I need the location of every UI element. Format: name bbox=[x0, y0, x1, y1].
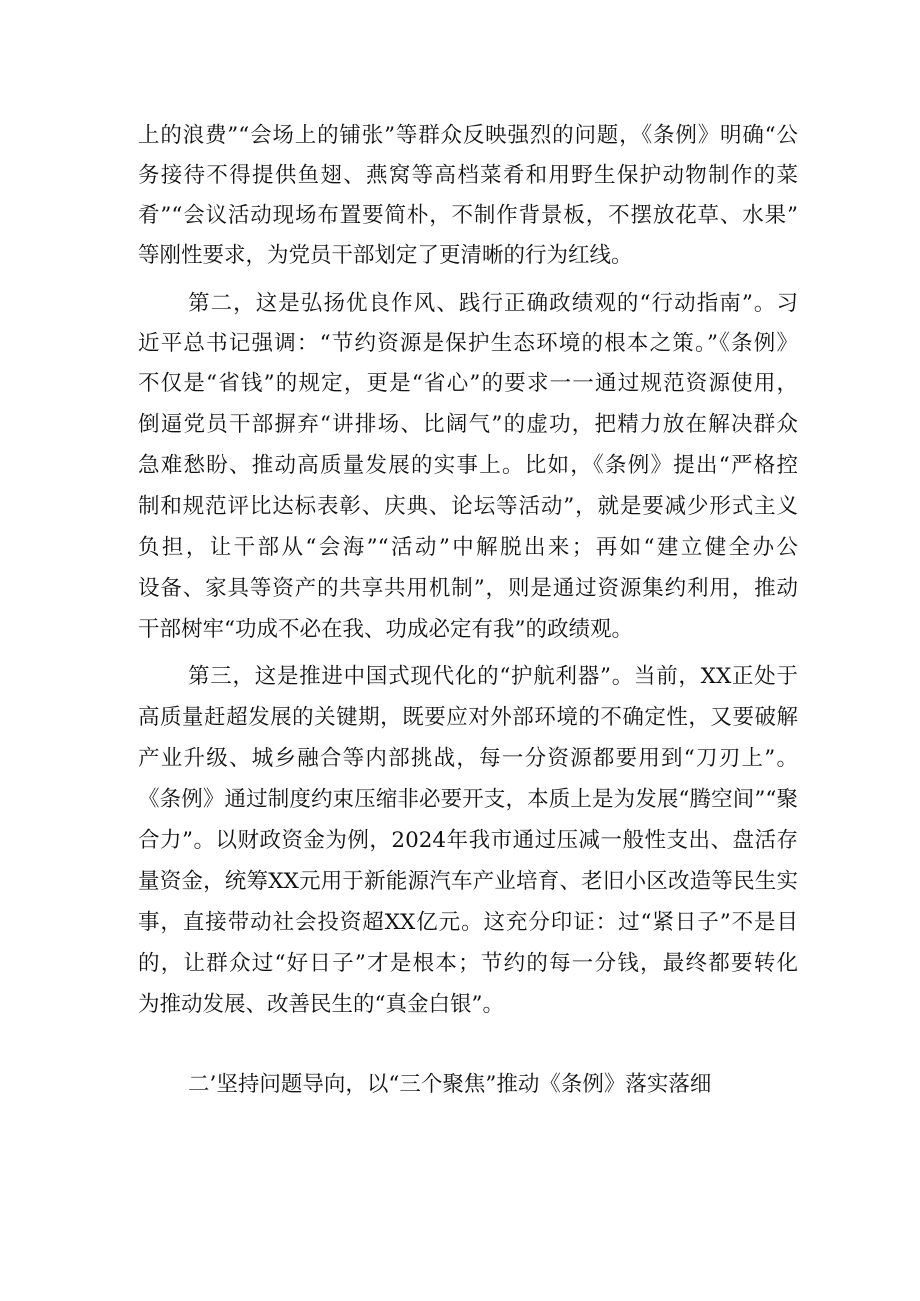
text-line: 量资金，统筹XX元用于新能源汽车产业培育、老旧小区改造等民生实 bbox=[138, 869, 798, 894]
text-line: 近平总书记强调：“节约资源是保护生态环境的根本之策。”《条例》 bbox=[138, 331, 798, 356]
paragraph-start-line: 第二，这是弘扬优良作风、践行正确政绩观的“行动指南”。习 bbox=[188, 291, 798, 316]
text-line: 事，直接带动社会投资超XX亿元。这充分印证：过“紧日子”不是目 bbox=[138, 910, 798, 935]
text-line: 干部树牢“功成不必在我、功成必定有我”的政绩观。 bbox=[138, 617, 633, 642]
text-line: 急难愁盼、推动高质量发展的实事上。比如，《条例》提出“严格控 bbox=[138, 453, 798, 478]
text-line: 产业升级、城乡融合等内部挑战，每一分资源都要用到“刀刃上”。 bbox=[138, 746, 798, 771]
text-line: 为推动发展、改善民生的“真金白银”。 bbox=[138, 992, 504, 1017]
text-line: 务接待不得提供鱼翅、燕窝等高档菜肴和用野生保护动物制作的菜 bbox=[138, 163, 798, 188]
section-heading: 二’坚持问题导向，以“三个聚焦”推动《条例》落实落细 bbox=[188, 1072, 712, 1097]
text-line: 肴”“会议活动现场布置要简朴，不制作背景板，不摆放花草、水果” bbox=[138, 203, 798, 228]
text-line: 设备、家具等资产的共享共用机制”，则是通过资源集约利用，推动 bbox=[138, 576, 798, 601]
paragraph-start-line: 第三，这是推进中国式现代化的“护航利器”。当前，XX正处于 bbox=[188, 664, 798, 689]
text-line: 负担，让干部从“会海”“活动”中解脱出来；再如“建立健全办公 bbox=[138, 535, 798, 560]
text-line: 上的浪费”“会场上的铺张”等群众反映强烈的问题，《条例》明确“公 bbox=[138, 123, 798, 148]
text-line: 制和规范评比达标表彰、庆典、论坛等活动”，就是要减少形式主义 bbox=[138, 494, 798, 519]
text-line: 的，让群众过“好日子”才是根本；节约的每一分钱，最终都要转化 bbox=[138, 951, 798, 976]
text-line: 不仅是“省钱”的规定，更是“省心”的要求一一通过规范资源使用， bbox=[138, 371, 798, 396]
text-line: 高质量赶超发展的关键期，既要应对外部环境的不确定性，又要破解 bbox=[138, 705, 798, 730]
text-line: 合力”。以财政资金为例，2024年我市通过压减一般性支出、盘活存 bbox=[138, 828, 798, 853]
text-line: 倒逼党员干部摒弃“讲排场、比阔气”的虚功，把精力放在解决群众 bbox=[138, 412, 798, 437]
text-line: 《条例》通过制度约束压缩非必要开支，本质上是为发展“腾空间”“聚 bbox=[138, 787, 798, 812]
text-line: 等刚性要求，为党员干部划定了更清晰的行为红线。 bbox=[138, 243, 633, 268]
